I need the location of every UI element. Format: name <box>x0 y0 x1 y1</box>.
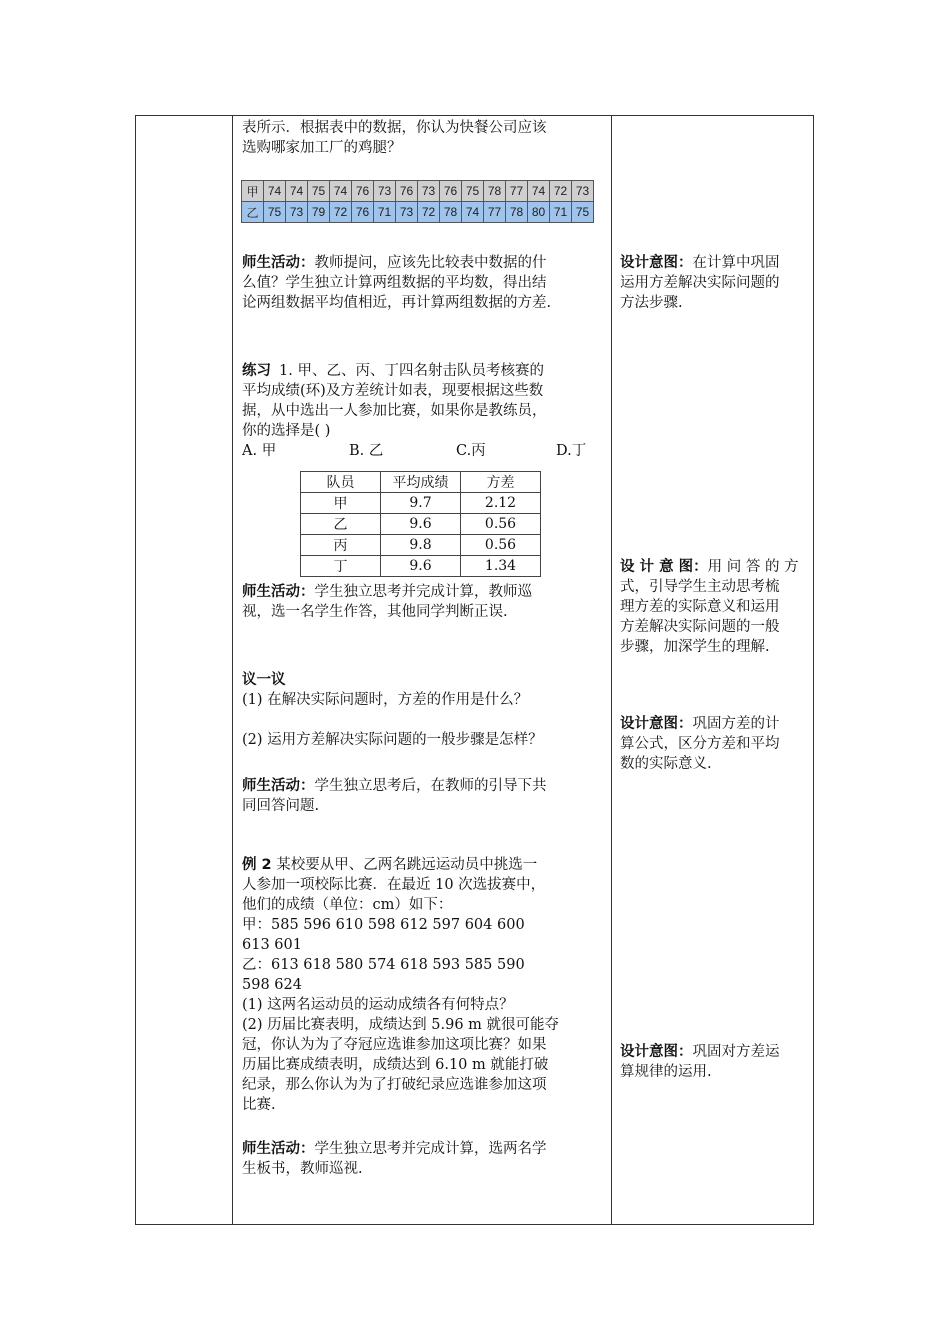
design-4-line-2: 算规律的运用. <box>620 1064 712 1080</box>
player-variance: 0.56 <box>461 514 541 535</box>
header-variance: 方差 <box>461 472 541 493</box>
player-name: 乙 <box>301 514 381 535</box>
design-text: 巩固方差的计 <box>692 716 780 732</box>
table-cell: 75 <box>462 181 484 202</box>
practice-line-1 <box>242 361 544 381</box>
design-3-line-3: 数的实际意义. <box>620 756 712 772</box>
practice-line-3: 据，从中选出一人参加比赛，如果你是教练员， <box>242 403 547 419</box>
option-d: D.丁 <box>556 443 587 459</box>
practice-line-4: 你的选择是( ) <box>242 423 331 439</box>
example-2-line-2: 人参加一项校际比赛．在最近 10 次选拔赛中， <box>242 877 546 893</box>
example-2-line-6: 乙：613 618 580 574 618 593 585 590 <box>242 957 525 973</box>
table-cell: 77 <box>506 181 528 202</box>
activity-text: 教师提问，应该先比较表中数据的什 <box>314 255 547 271</box>
activity-text: 学生独立思考后，在教师的引导下共 <box>314 778 547 794</box>
design-2-line-1 <box>620 557 799 577</box>
table-cell: 76 <box>352 181 374 202</box>
player-variance: 1.34 <box>461 556 541 577</box>
table-cell: 72 <box>550 181 572 202</box>
table-cell: 71 <box>374 202 396 223</box>
activity-text: 学生独立思考并完成计算，教师巡 <box>314 584 532 600</box>
table-cell: 79 <box>308 202 330 223</box>
table-cell: 75 <box>264 202 286 223</box>
activity-label: 师生活动： <box>242 778 315 794</box>
table-cell: 80 <box>528 202 550 223</box>
example-2-line-12: 纪录，那么你认为为了打破纪录应选谁参加这项 <box>242 1077 547 1093</box>
table-row <box>242 181 594 202</box>
activity-text: 学生独立思考并完成计算，选两名学 <box>314 1141 547 1157</box>
table-cell: 73 <box>374 181 396 202</box>
player-mean: 9.6 <box>381 556 461 577</box>
design-3-line-2: 算公式，区分方差和平均 <box>620 736 780 752</box>
option-a: A. 甲 <box>242 443 277 459</box>
activity-1-line-2: 么值？学生独立计算两组数据的平均数，得出结 <box>242 275 547 291</box>
table-row <box>301 493 541 514</box>
design-text: 巩固对方差运 <box>692 1044 780 1060</box>
table-cell: 72 <box>330 202 352 223</box>
table-cell: 73 <box>572 181 594 202</box>
activity-3-line-1 <box>242 776 547 796</box>
design-4-line-1 <box>620 1042 780 1062</box>
table-cell: 76 <box>352 202 374 223</box>
design-3-line-1 <box>620 714 780 734</box>
example-2-line-10: 冠，你认为为了夺冠应选谁参加这项比赛？如果 <box>242 1037 547 1053</box>
player-mean: 9.8 <box>381 535 461 556</box>
player-variance: 2.12 <box>461 493 541 514</box>
activity-1-line-1 <box>242 253 547 273</box>
design-2-line-5: 步骤，加深学生的理解. <box>620 639 770 655</box>
player-mean: 9.7 <box>381 493 461 514</box>
example-2-line-11: 历届比赛成绩表明，成绩达到 6.10 m 就能打破 <box>242 1057 549 1073</box>
design-1-line-3: 方法步骤. <box>620 295 683 311</box>
example-2-line-8: (1) 这两名运动员的运动成绩各有何特点？ <box>242 997 514 1013</box>
option-b: B. 乙 <box>349 443 384 459</box>
row-label: 甲 <box>242 181 264 202</box>
activity-2-line-2: 视，选一名学生作答，其他同学判断正误. <box>242 604 508 620</box>
example-2-line-5: 613 601 <box>242 937 302 953</box>
practice-text: 1. 甲、乙、丙、丁四名射击队员考核赛的 <box>279 363 544 379</box>
design-1-line-1 <box>620 253 780 273</box>
discuss-title: 议一议 <box>242 672 286 688</box>
player-mean: 9.6 <box>381 514 461 535</box>
table-cell: 73 <box>396 202 418 223</box>
table-cell: 74 <box>264 181 286 202</box>
design-text: 在计算中巩固 <box>692 255 780 271</box>
table-cell: 74 <box>528 181 550 202</box>
row-label: 乙 <box>242 202 264 223</box>
example-2-line-7: 598 624 <box>242 977 302 993</box>
player-variance: 0.56 <box>461 535 541 556</box>
table-cell: 71 <box>550 202 572 223</box>
example-2-line-13: 比赛. <box>242 1097 276 1113</box>
design-2-line-2: 式，引导学生主动思考梳 <box>620 579 780 595</box>
design-label: 设 计 意 图： <box>620 559 708 575</box>
table-cell: 76 <box>440 181 462 202</box>
design-1-line-2: 运用方差解决实际问题的 <box>620 275 780 291</box>
example-2-line-3: 他们的成绩（单位：cm）如下： <box>242 897 453 913</box>
table-cell: 75 <box>308 181 330 202</box>
table-cell: 73 <box>418 181 440 202</box>
player-name: 甲 <box>301 493 381 514</box>
table-cell: 72 <box>418 202 440 223</box>
activity-4-line-1 <box>242 1139 547 1159</box>
table-cell: 78 <box>440 202 462 223</box>
column-divider-1 <box>232 116 233 1224</box>
table-cell: 74 <box>330 181 352 202</box>
player-name: 丙 <box>301 535 381 556</box>
activity-3-line-2: 同回答问题. <box>242 798 320 814</box>
table-row <box>301 514 541 535</box>
table-cell: 78 <box>506 202 528 223</box>
activity-2-line-1 <box>242 582 532 602</box>
design-label: 设计意图： <box>620 255 693 271</box>
design-label: 设计意图： <box>620 1044 693 1060</box>
table-cell: 76 <box>396 181 418 202</box>
table-row <box>242 202 594 223</box>
activity-4-line-2: 生板书，教师巡视. <box>242 1161 363 1177</box>
design-text: 用 问 答 的 方 <box>707 559 799 575</box>
table-cell: 78 <box>484 181 506 202</box>
design-label: 设计意图： <box>620 716 693 732</box>
discuss-question-2: (2) 运用方差解决实际问题的一般步骤是怎样？ <box>242 732 543 748</box>
design-2-line-4: 方差解决实际问题的一般 <box>620 619 780 635</box>
player-name: 丁 <box>301 556 381 577</box>
activity-1-line-3: 论两组数据平均值相近，再计算两组数据的方差. <box>242 295 552 311</box>
activity-label: 师生活动： <box>242 1141 315 1157</box>
activity-label: 师生活动： <box>242 255 315 271</box>
table-row <box>301 556 541 577</box>
example-label: 例 2 <box>242 857 272 873</box>
practice-label: 练习 <box>242 363 271 379</box>
example-2-line-1 <box>242 855 537 875</box>
column-divider-2 <box>611 116 612 1224</box>
table-cell: 74 <box>286 181 308 202</box>
variance-table <box>300 471 541 577</box>
example-2-line-4: 甲：585 596 610 598 612 597 604 600 <box>242 917 525 933</box>
table-cell: 74 <box>462 202 484 223</box>
chicken-weight-table <box>241 180 594 223</box>
intro-line-1: 表所示．根据表中的数据，你认为快餐公司应该 <box>242 120 547 136</box>
practice-line-2: 平均成绩(环)及方差统计如表，现要根据这些数 <box>242 383 544 399</box>
option-c: C.丙 <box>456 443 486 459</box>
table-header-row <box>301 472 541 493</box>
table-cell: 75 <box>572 202 594 223</box>
intro-line-2: 选购哪家加工厂的鸡腿？ <box>242 140 402 156</box>
example-text: 某校要从甲、乙两名跳远运动员中挑选一 <box>271 857 538 873</box>
table-cell: 73 <box>286 202 308 223</box>
example-2-line-9: (2) 历届比赛表明，成绩达到 5.96 m 就很可能夺 <box>242 1017 560 1033</box>
design-2-line-3: 理方差的实际意义和运用 <box>620 599 780 615</box>
table-cell: 77 <box>484 202 506 223</box>
header-mean: 平均成绩 <box>381 472 461 493</box>
table-row <box>301 535 541 556</box>
header-player: 队员 <box>301 472 381 493</box>
activity-label: 师生活动： <box>242 584 315 600</box>
discuss-question-1: (1) 在解决实际问题时，方差的作用是什么？ <box>242 692 529 708</box>
